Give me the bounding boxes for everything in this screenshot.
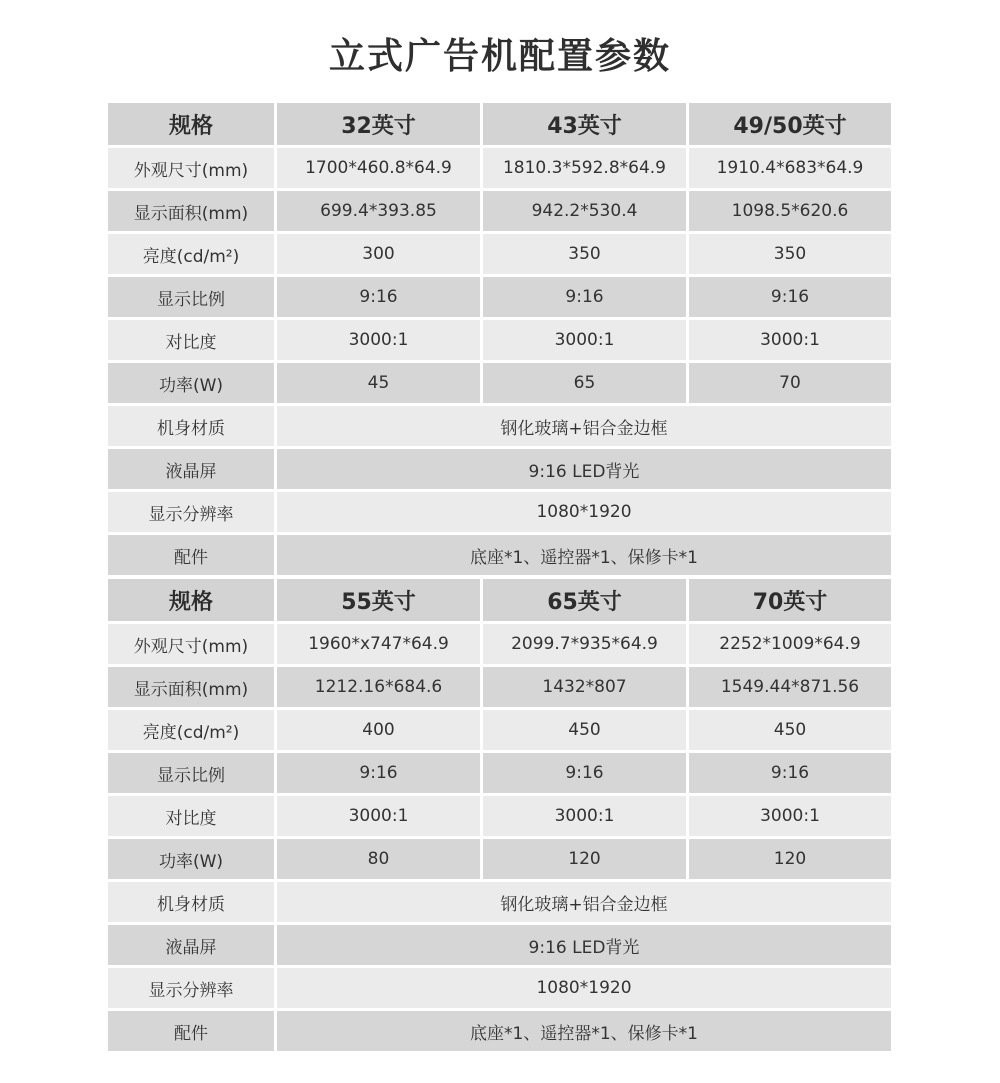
table-cell: 9:16	[686, 753, 891, 793]
spec-table-small-sizes	[108, 100, 891, 578]
table-cell: 1432*807	[480, 667, 686, 707]
row-label: 亮度(cd/m²)	[108, 710, 274, 750]
table-row-lcd	[108, 449, 891, 489]
header-spec: 规格	[108, 103, 274, 145]
table-row-dimensions	[108, 624, 891, 664]
row-label: 功率(W)	[108, 363, 274, 403]
spec-table-large-sizes	[108, 576, 891, 1054]
table-cell: 3000:1	[480, 320, 686, 360]
header-size-55: 55英寸	[274, 579, 480, 621]
row-label: 机身材质	[108, 882, 274, 922]
table-cell: 3000:1	[274, 796, 480, 836]
table-cell: 699.4*393.85	[274, 191, 480, 231]
row-label: 外观尺寸(mm)	[108, 148, 274, 188]
table-cell-merged: 1080*1920	[274, 968, 891, 1008]
table-row-display-area	[108, 191, 891, 231]
row-label: 显示分辨率	[108, 492, 274, 532]
table-row-dimensions	[108, 148, 891, 188]
header-spec: 规格	[108, 579, 274, 621]
row-label: 配件	[108, 1011, 274, 1051]
table-row-contrast	[108, 796, 891, 836]
row-label: 显示面积(mm)	[108, 667, 274, 707]
header-size-43: 43英寸	[480, 103, 686, 145]
table-cell: 2099.7*935*64.9	[480, 624, 686, 664]
row-label: 功率(W)	[108, 839, 274, 879]
table-cell: 3000:1	[686, 796, 891, 836]
row-label: 亮度(cd/m²)	[108, 234, 274, 274]
table-cell: 1700*460.8*64.9	[274, 148, 480, 188]
table-cell-merged: 底座*1、遥控器*1、保修卡*1	[274, 1011, 891, 1051]
table-cell: 1810.3*592.8*64.9	[480, 148, 686, 188]
table-cell: 2252*1009*64.9	[686, 624, 891, 664]
header-size-65: 65英寸	[480, 579, 686, 621]
table-header-row	[108, 103, 891, 145]
table-cell: 1960*x747*64.9	[274, 624, 480, 664]
table-row-accessories	[108, 1011, 891, 1051]
table-cell-merged: 钢化玻璃+铝合金边框	[274, 406, 891, 446]
table-cell-merged: 1080*1920	[274, 492, 891, 532]
row-label: 显示分辨率	[108, 968, 274, 1008]
table-header-row	[108, 579, 891, 621]
table-cell: 45	[274, 363, 480, 403]
table-row-lcd	[108, 925, 891, 965]
table-row-brightness	[108, 234, 891, 274]
table-cell: 300	[274, 234, 480, 274]
table-cell: 1910.4*683*64.9	[686, 148, 891, 188]
table-cell: 9:16	[686, 277, 891, 317]
table-row-accessories	[108, 535, 891, 575]
table-row-aspect-ratio	[108, 753, 891, 793]
table-cell: 3000:1	[686, 320, 891, 360]
table-cell: 3000:1	[274, 320, 480, 360]
header-size-70: 70英寸	[686, 579, 891, 621]
table-row-material	[108, 406, 891, 446]
table-cell: 9:16	[480, 753, 686, 793]
table-cell: 450	[686, 710, 891, 750]
page-title: 立式广告机配置参数	[328, 36, 671, 77]
table-row-contrast	[108, 320, 891, 360]
table-cell: 9:16	[480, 277, 686, 317]
table-cell-merged: 钢化玻璃+铝合金边框	[274, 882, 891, 922]
table-cell: 70	[686, 363, 891, 403]
table-cell: 120	[686, 839, 891, 879]
table-row-brightness	[108, 710, 891, 750]
table-row-display-area	[108, 667, 891, 707]
table-row-power	[108, 363, 891, 403]
header-size-32: 32英寸	[274, 103, 480, 145]
table-cell-merged: 底座*1、遥控器*1、保修卡*1	[274, 535, 891, 575]
row-label: 液晶屏	[108, 925, 274, 965]
table-cell: 1098.5*620.6	[686, 191, 891, 231]
table-cell: 1212.16*684.6	[274, 667, 480, 707]
table-cell: 350	[686, 234, 891, 274]
header-size-49-50: 49/50英寸	[686, 103, 891, 145]
table-cell: 3000:1	[480, 796, 686, 836]
table-cell: 1549.44*871.56	[686, 667, 891, 707]
table-row-aspect-ratio	[108, 277, 891, 317]
table-cell: 9:16	[274, 277, 480, 317]
table-cell: 65	[480, 363, 686, 403]
table-cell: 400	[274, 710, 480, 750]
row-label: 对比度	[108, 796, 274, 836]
row-label: 对比度	[108, 320, 274, 360]
row-label: 外观尺寸(mm)	[108, 624, 274, 664]
row-label: 显示比例	[108, 277, 274, 317]
table-row-power	[108, 839, 891, 879]
table-row-resolution	[108, 968, 891, 1008]
table-cell-merged: 9:16 LED背光	[274, 925, 891, 965]
table-cell: 120	[480, 839, 686, 879]
row-label: 机身材质	[108, 406, 274, 446]
table-row-material	[108, 882, 891, 922]
row-label: 显示面积(mm)	[108, 191, 274, 231]
table-cell: 9:16	[274, 753, 480, 793]
row-label: 显示比例	[108, 753, 274, 793]
row-label: 配件	[108, 535, 274, 575]
table-cell-merged: 9:16 LED背光	[274, 449, 891, 489]
row-label: 液晶屏	[108, 449, 274, 489]
table-cell: 80	[274, 839, 480, 879]
table-cell: 350	[480, 234, 686, 274]
table-cell: 450	[480, 710, 686, 750]
table-row-resolution	[108, 492, 891, 532]
table-cell: 942.2*530.4	[480, 191, 686, 231]
